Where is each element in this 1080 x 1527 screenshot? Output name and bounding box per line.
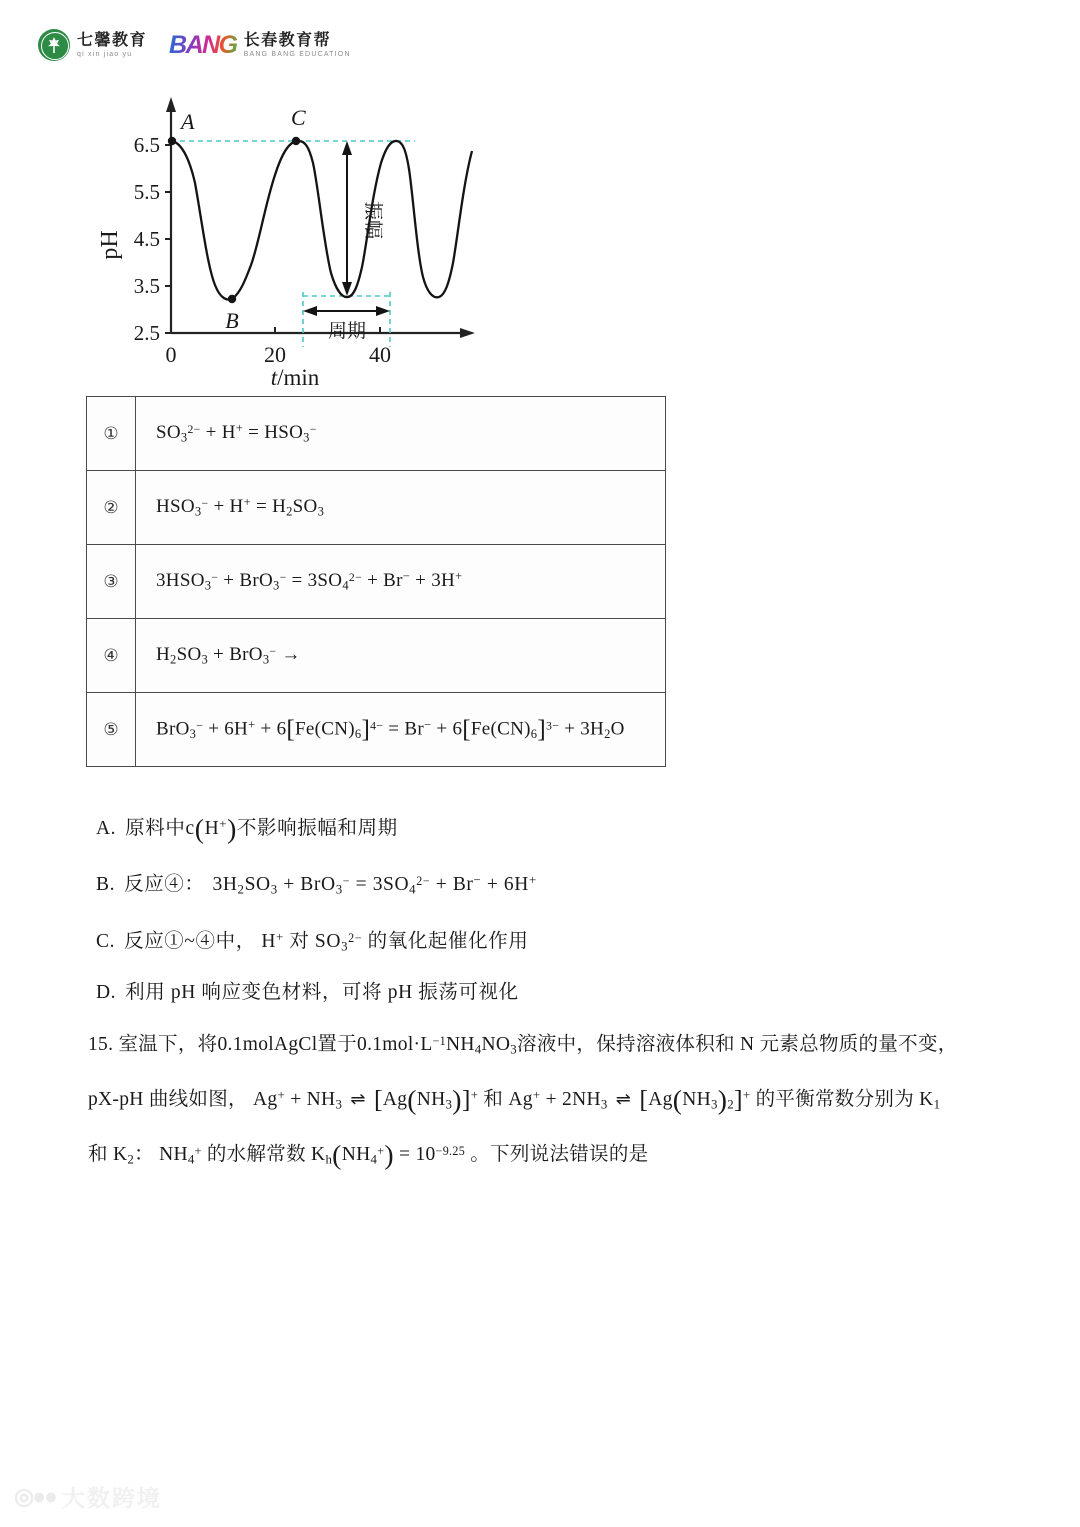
x-axis-arrowhead: [460, 328, 475, 338]
brand-name-bang: 长春教育帮: [243, 31, 332, 49]
question-15-number: 15.: [88, 1034, 114, 1055]
ph-oscillation-chart: [95, 85, 485, 385]
option-b-letter: B.: [96, 874, 116, 895]
question-15-text-line-3: 和 $K_2$： $NH_4^+$ 的水解常数 $K_h(NH_4^+) = 10^{-9.25}$ 。下列说法错误的是: [88, 1138, 649, 1170]
amplitude-label: 振幅: [362, 200, 383, 240]
data-point-a-marker: [168, 137, 176, 145]
question-15-text-line-1: 室温下，将0.1molAgCl置于$0.1mol\cdot L^{-1}NH_4NO_3$溶液中，保持溶液体积和 N 元素总物质的量不变，: [118, 1033, 958, 1057]
leaf-circle-emblem-icon: [38, 29, 70, 61]
period-arrowhead-right: [376, 306, 390, 316]
data-point-b-marker: [228, 295, 236, 303]
row-number: ③: [87, 545, 136, 619]
y-tick-labels: [134, 133, 160, 345]
x-tick-label-40: 40: [369, 342, 391, 367]
table-row: [87, 693, 666, 767]
option-a-letter: A.: [96, 818, 117, 839]
question-15-line-3: [88, 1138, 1038, 1171]
option-c: [96, 925, 528, 955]
y-tick-label-4-5: 4.5: [133, 227, 160, 251]
amplitude-arrowhead-bottom: [342, 282, 352, 296]
x-tick-label-20: 20: [264, 342, 286, 367]
row-equation: $3HSO_3^- + BrO_3^- = 3SO_4^{2-} + Br^- + 3H^+$: [136, 545, 666, 619]
data-point-b-label: B: [225, 308, 239, 333]
brand-pinyin-qixin: qi xin jiao yu: [77, 50, 133, 58]
reaction-equation-table: [86, 396, 666, 767]
row-equation: $BrO_3^- + 6H^+ + 6[Fe(CN)_6]^{4-} = Br^- + 6[Fe(CN)_6]^{3-} + 3H_2O$: [136, 693, 666, 767]
brand-name-qixin: 七馨教育: [77, 31, 148, 49]
y-axis-title: pH: [97, 230, 123, 260]
reaction-table-body: [87, 397, 666, 767]
row-number: ②: [87, 471, 136, 545]
ph-curve: [172, 141, 472, 300]
option-b: [96, 868, 537, 898]
x-axis-title: t/min: [270, 365, 320, 385]
y-tick-label-3-5: 3.5: [133, 274, 160, 298]
row-equation: $H_2SO_3 + BrO_3^-$ →: [136, 619, 666, 693]
ph-oscillation-figure: [95, 85, 485, 385]
brand-logo-bang: [169, 30, 351, 59]
question-15-line-1: [88, 1028, 1038, 1058]
data-point-c-label: C: [291, 105, 306, 130]
y-tick-label-5-5: 5.5: [133, 180, 160, 204]
chart-data-points: [168, 105, 306, 333]
row-number: ④: [87, 619, 136, 693]
option-a: [96, 812, 398, 845]
option-c-letter: C.: [96, 931, 116, 952]
amplitude-arrowhead-top: [342, 141, 352, 155]
y-axis-arrowhead: [166, 97, 176, 112]
question-15-text-line-2: pX-pH 曲线如图， $Ag^+ + NH_3$ ⇌ $[Ag(NH_3)]^+$ 和 $Ag^+ + 2NH_3$ ⇌ $[Ag(NH_3)_2]^+$ 的平衡常数分别为 $K_1$: [88, 1083, 941, 1115]
x-tick-label-0: 0: [165, 342, 177, 367]
row-number: ⑤: [87, 693, 136, 767]
option-c-text: 反应①~④中， H+ 对 $SO_3^{2-}$ 的氧化起催化作用: [124, 929, 529, 954]
row-number: ①: [87, 397, 136, 471]
option-d-text: 利用 pH 响应变色材料，可将 pH 振荡可视化: [125, 982, 519, 1003]
option-d-letter: D.: [96, 982, 117, 1003]
table-row: [87, 619, 666, 693]
table-row: [87, 545, 666, 619]
y-tick-label-2-5: 2.5: [133, 321, 160, 345]
option-d: [96, 976, 519, 1004]
watermark-logo-icon: ◎●●: [14, 1483, 56, 1509]
option-b-equation: $3H_2SO_3 + BrO_3^- = 3SO_4^{2-} + Br^- + 6H^+$: [212, 872, 537, 897]
period-label: 周期: [327, 321, 367, 342]
option-a-text: 原料中c(H+)不影响振幅和周期: [125, 812, 398, 844]
bang-wordmark-icon: BANG: [169, 30, 237, 59]
table-row: [87, 471, 666, 545]
row-equation: $SO_3^{2-} + H^+ = HSO_3^-$: [136, 397, 666, 471]
footer-watermark: [14, 1480, 162, 1513]
header-logo-bar: [38, 24, 351, 66]
row-equation: $HSO_3^- + H^+ = H_2SO_3$: [136, 471, 666, 545]
brand-subtitle-bang: BANG BANG EDUCATION: [243, 50, 351, 58]
brand-logo-qixin: [38, 29, 147, 61]
table-row: [87, 397, 666, 471]
amplitude-annotation: [342, 141, 384, 296]
y-tick-label-6-5: 6.5: [133, 133, 160, 157]
data-point-c-marker: [292, 137, 300, 145]
watermark-text: 大数跨境: [61, 1485, 162, 1511]
period-annotation: [303, 306, 390, 342]
x-tick-labels: [166, 342, 392, 367]
question-15-line-2: [88, 1083, 1038, 1116]
data-point-a-label: A: [181, 109, 195, 134]
period-arrowhead-left: [303, 306, 317, 316]
option-b-text: 反应④：: [124, 874, 205, 895]
